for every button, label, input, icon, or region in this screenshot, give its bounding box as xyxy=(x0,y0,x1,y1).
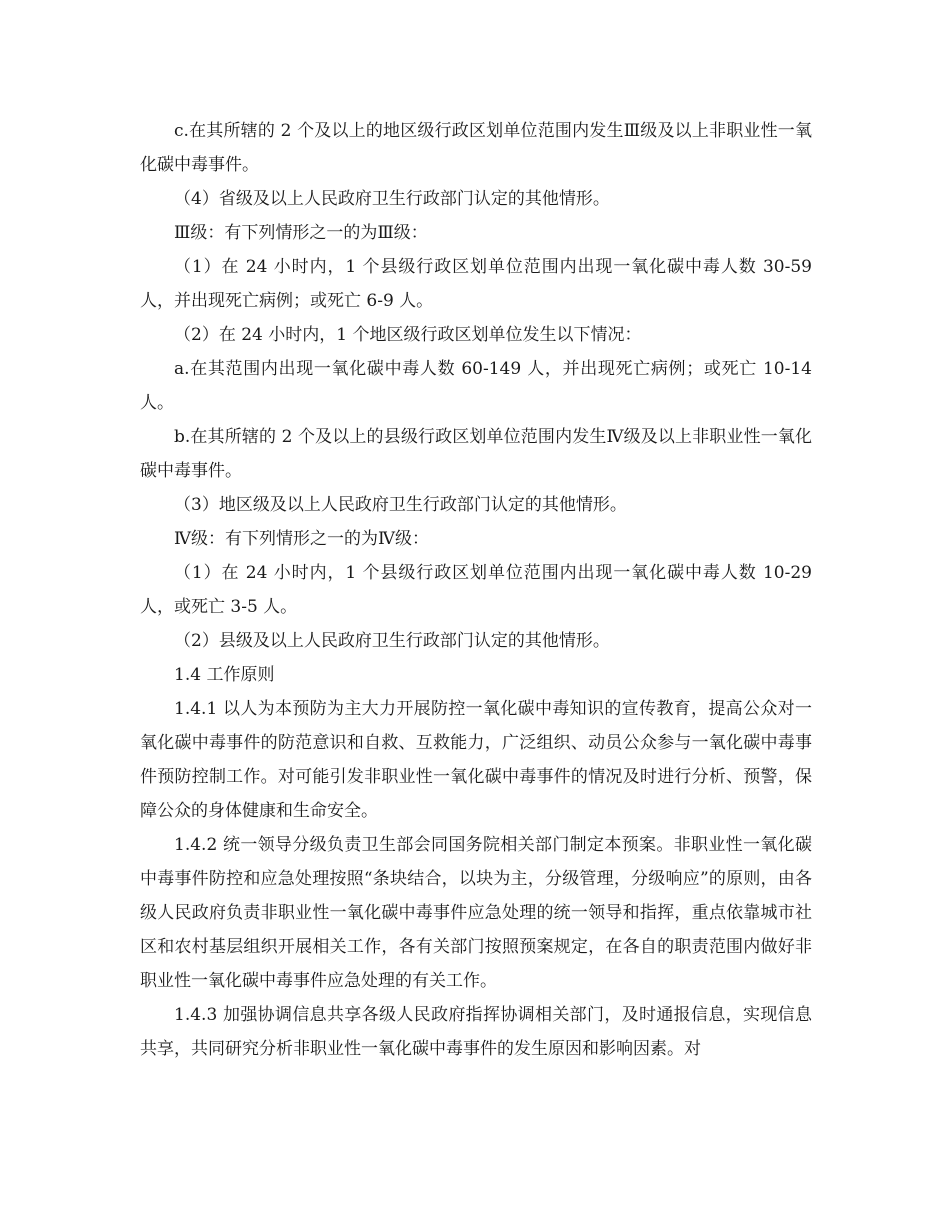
paragraph-principle-1-4-3: 1.4.3 加强协调信息共享各级人民政府指挥协调相关部门，及时通报信息，实现信息共享，共同研究分析非职业性一氧化碳中毒事件的发生原因和影响因素。对 xyxy=(140,1005,812,1059)
paragraph-level-3-item-2: （2）在 24 小时内，1 个地区级行政区划单位发生以下情况： xyxy=(174,325,642,345)
paragraph-principle-1-4-1: 1.4.1 以人为本预防为主大力开展防控一氧化碳中毒知识的宣传教育，提高公众对一氧化碳中毒事件的防范意识和自救、互救能力，广泛组织、动员公众参与一氧化碳中毒事件预防控制工作。对可能引发非职业性一氧化碳中毒事件的情况及时进行分析、预警，保障公众的身体健康和生命安全。 xyxy=(140,699,812,821)
paragraph-level-3-item-1: （1）在 24 小时内，1 个县级行政区划单位范围内出现一氧化碳中毒人数 30-59 人，并出现死亡病例；或死亡 6-9 人。 xyxy=(140,257,812,311)
paragraph-level-3-item-2b: b.在其所辖的 2 个及以上的县级行政区划单位范围内发生Ⅳ级及以上非职业性一氧化碳中毒事件。 xyxy=(140,427,812,481)
paragraph-level-3-item-3: （3）地区级及以上人民政府卫生行政部门认定的其他情形。 xyxy=(174,495,627,515)
paragraph-level-4-heading: Ⅳ级：有下列情形之一的为Ⅳ级： xyxy=(174,529,429,549)
paragraph-provincial-other: （4）省级及以上人民政府卫生行政部门认定的其他情形。 xyxy=(174,189,610,209)
document-page xyxy=(140,114,812,1066)
paragraph-level-3-item-2a: a.在其范围内出现一氧化碳中毒人数 60-149 人，并出现死亡病例；或死亡 10-14 人。 xyxy=(140,359,812,413)
section-heading-work-principles: 1.4 工作原则 xyxy=(174,665,275,685)
paragraph-level-4-item-1: （1）在 24 小时内，1 个县级行政区划单位范围内出现一氧化碳中毒人数 10-29 人，或死亡 3-5 人。 xyxy=(140,563,812,617)
paragraph-c-regional-event: c.在其所辖的 2 个及以上的地区级行政区划单位范围内发生Ⅲ级及以上非职业性一氧化碳中毒事件。 xyxy=(140,121,812,175)
paragraph-level-4-item-2: （2）县级及以上人民政府卫生行政部门认定的其他情形。 xyxy=(174,631,610,651)
paragraph-level-3-heading: Ⅲ级：有下列情形之一的为Ⅲ级： xyxy=(174,223,428,243)
paragraph-principle-1-4-2: 1.4.2 统一领导分级负责卫生部会同国务院相关部门制定本预案。非职业性一氧化碳中毒事件防控和应急处理按照“条块结合，以块为主，分级管理，分级响应”的原则，由各级人民政府负责非职业性一氧化碳中毒事件应急处理的统一领导和指挥，重点依靠城市社区和农村基层组织开展相关工作，各有关部门按照预案规定，在各自的职责范围内做好非职业性一氧化碳中毒事件应急处理的有关工作。 xyxy=(140,835,812,991)
